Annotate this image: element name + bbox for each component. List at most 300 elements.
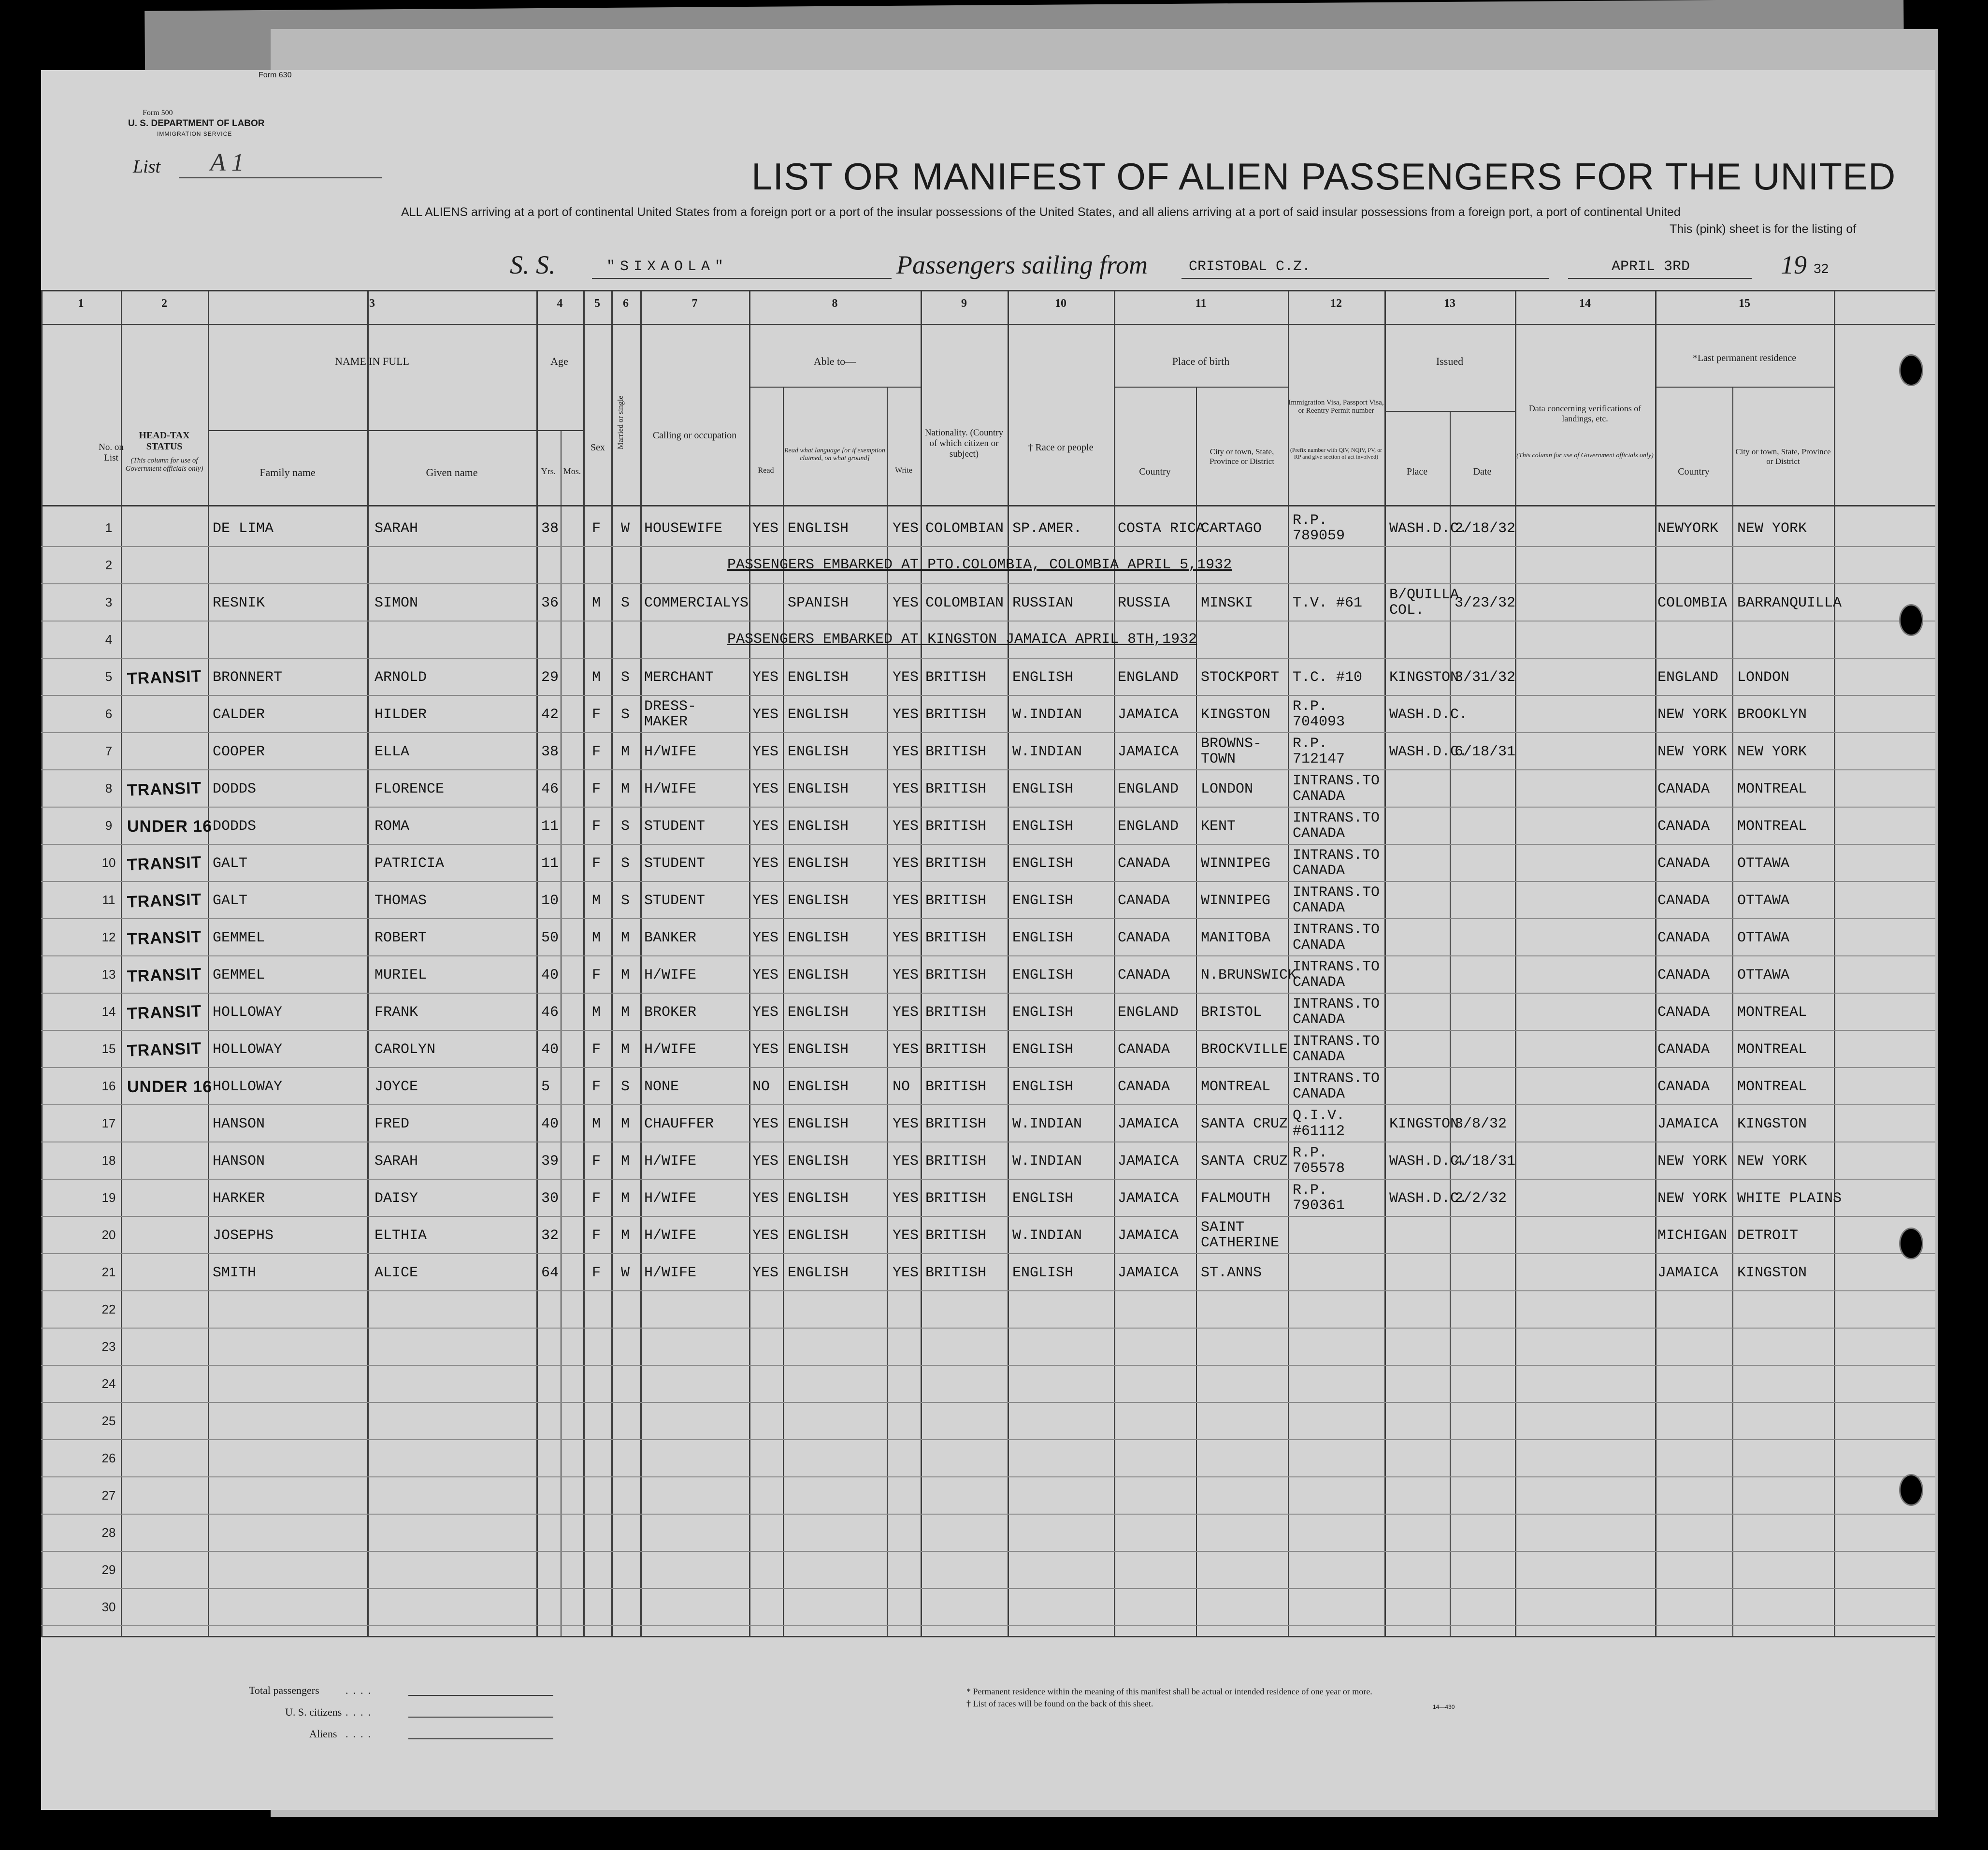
read-language: ENGLISH (788, 893, 849, 909)
occupation: BANKER (644, 930, 697, 946)
header-last-residence: *Last permanent residence (1692, 353, 1797, 363)
table-row (41, 621, 1935, 659)
table-row (41, 1068, 1935, 1105)
can-read: YES (752, 744, 779, 760)
read-language: ENGLISH (788, 669, 849, 686)
occupation: H/WIFE (644, 1228, 697, 1244)
given-name: ARNOLD (375, 669, 427, 686)
age: 5 (541, 1079, 550, 1095)
issued-place: KINGSTON (1389, 669, 1459, 686)
visa-number: INTRANS.TO CANADA (1293, 996, 1380, 1028)
marital-status: M (621, 967, 630, 983)
residence-country: COLOMBIA (1657, 595, 1728, 611)
age: 40 (541, 1116, 559, 1132)
family-name: DODDS (213, 781, 257, 797)
column-number: 3 (369, 297, 375, 310)
row-number: 26 (101, 1451, 116, 1465)
row-number: 6 (105, 707, 113, 721)
issued-place: WASH.D.C. (1389, 1190, 1468, 1207)
race: ENGLISH (1012, 967, 1074, 983)
head-tax-status-stamp: TRANSIT (127, 853, 202, 874)
given-name: THOMAS (375, 893, 427, 909)
marital-status: M (621, 1190, 630, 1207)
row-line (41, 1625, 1935, 1626)
can-write: YES (893, 1153, 919, 1170)
nationality: BRITISH (925, 1079, 987, 1095)
marital-status: S (621, 1079, 630, 1095)
can-write: YES (893, 1041, 919, 1058)
birth-country: JAMAICA (1118, 1190, 1179, 1207)
form-number: Form 500 (143, 109, 173, 117)
instruction-line-1: ALL ALIENS arriving at a port of continental United States from a foreign port or a port of the insular possessions of the United States, and all aliens arriving at a port of said insular possessions from a foreign port, a port of continental United (401, 205, 1681, 219)
row-number: 9 (105, 818, 113, 833)
sex: M (592, 893, 601, 909)
column-number: 14 (1579, 297, 1591, 310)
family-name: HOLLOWAY (213, 1004, 283, 1021)
residence-country: NEW YORK (1657, 1190, 1728, 1207)
header-write: Write (895, 466, 912, 475)
year-prefix: 19 (1781, 250, 1807, 279)
sex: F (592, 1228, 601, 1244)
nationality: BRITISH (925, 855, 987, 872)
race: ENGLISH (1012, 818, 1074, 835)
header-issued-place: Place (1406, 466, 1428, 477)
given-name: SARAH (375, 520, 418, 537)
can-read: YES (752, 967, 779, 983)
race: W.INDIAN (1012, 1228, 1082, 1244)
race: ENGLISH (1012, 1265, 1074, 1281)
nationality: BRITISH (925, 1228, 987, 1244)
table-row (41, 808, 1935, 845)
read-language: ENGLISH (788, 967, 849, 983)
read-language: ENGLISH (788, 707, 849, 723)
race: W.INDIAN (1012, 744, 1082, 760)
issued-date: 6/18/31 (1455, 744, 1516, 760)
can-read: YES (752, 1228, 779, 1244)
race: ENGLISH (1012, 669, 1074, 686)
subheader-line-age (536, 430, 583, 431)
header-visa-note: (Prefix number with QIV, NQIV, PV, or RP and give section of act involved) (1290, 447, 1383, 460)
visa-number: R.P. 712147 (1293, 736, 1345, 767)
birth-city: MONTREAL (1201, 1079, 1271, 1095)
issued-place: B/QUILLA COL. (1389, 587, 1459, 619)
residence-city: KINGSTON (1737, 1265, 1807, 1281)
header-verification: Data concerning verifications of landings, etc. (1528, 404, 1642, 423)
residence-country: NEW YORK (1657, 744, 1728, 760)
header-issued-date: Date (1473, 466, 1492, 477)
header-race: † Race or people (1028, 442, 1094, 453)
header-mos: Mos. (563, 466, 581, 476)
column-number: 11 (1195, 297, 1207, 310)
table-row (41, 1254, 1935, 1291)
can-write: YES (893, 669, 919, 686)
nationality: BRITISH (925, 818, 987, 835)
birth-city: SAINT CATHERINE (1201, 1219, 1280, 1251)
nationality: BRITISH (925, 1004, 987, 1021)
residence-country: JAMAICA (1657, 1265, 1719, 1281)
occupation: H/WIFE (644, 1041, 697, 1058)
race: ENGLISH (1012, 781, 1074, 797)
birth-country: JAMAICA (1118, 707, 1179, 723)
nationality: BRITISH (925, 1265, 987, 1281)
issued-date: 2/18/32 (1455, 520, 1516, 537)
residence-country: CANADA (1657, 893, 1710, 909)
can-write: YES (893, 930, 919, 946)
given-name: ELLA (375, 744, 410, 760)
row-number: 30 (101, 1600, 116, 1614)
given-name: CAROLYN (375, 1041, 436, 1058)
table-row (41, 1589, 1935, 1626)
sex: F (592, 1079, 601, 1095)
manifest-table (41, 70, 1935, 1810)
marital-status: M (621, 1041, 630, 1058)
table-row (41, 1477, 1935, 1515)
family-name: COOPER (213, 744, 265, 760)
visa-number: Q.I.V. #61112 (1293, 1108, 1345, 1140)
header-res-city: City or town, State, Province or District (1735, 447, 1831, 466)
occupation: HOUSEWIFE (644, 520, 723, 537)
sex: F (592, 855, 601, 872)
row-number: 7 (105, 744, 113, 758)
table-row (41, 994, 1935, 1031)
visa-number: INTRANS.TO CANADA (1293, 959, 1380, 991)
read-language: ENGLISH (788, 1265, 849, 1281)
table-row (41, 659, 1935, 696)
visa-number: R.P. 789059 (1293, 512, 1345, 544)
residence-city: MONTREAL (1737, 818, 1807, 835)
residence-country: CANADA (1657, 930, 1710, 946)
form-number-top: Form 630 (259, 71, 292, 79)
marital-status: M (621, 1153, 630, 1170)
sex: F (592, 1041, 601, 1058)
marital-status: S (621, 893, 630, 909)
can-write: YES (893, 520, 919, 537)
residence-city: OTTAWA (1737, 967, 1790, 983)
family-name: GEMMEL (213, 967, 265, 983)
subheader-line-birth (1114, 387, 1288, 388)
row-number: 13 (101, 967, 116, 982)
family-name: JOSEPHS (213, 1228, 274, 1244)
family-name: DE LIMA (213, 520, 274, 537)
row-number: 8 (105, 781, 113, 795)
read-language: ENGLISH (788, 1041, 849, 1058)
header-calling: Calling or occupation (652, 430, 737, 441)
total-passengers-line (408, 1695, 553, 1696)
residence-city: OTTAWA (1737, 893, 1790, 909)
marital-status: S (621, 707, 630, 723)
sex: M (592, 1004, 601, 1021)
family-name: GEMMEL (213, 930, 265, 946)
can-read: YES (752, 1190, 779, 1207)
birth-country: ENGLAND (1118, 669, 1179, 686)
birth-city: N.BRUNSWICK (1201, 967, 1297, 983)
given-name: JOYCE (375, 1079, 418, 1095)
row-number: 15 (101, 1041, 116, 1056)
header-married: Married or single (616, 395, 625, 449)
family-name: GALT (213, 893, 248, 909)
table-top-border (41, 290, 1935, 291)
age: 30 (541, 1190, 559, 1207)
footnote-residence: * Permanent residence within the meaning of this manifest shall be actual or intended residence of one year or more. (966, 1687, 1372, 1696)
row-number: 27 (101, 1488, 116, 1503)
given-name: FLORENCE (375, 781, 445, 797)
birth-city: SANTA CRUZ (1201, 1116, 1288, 1132)
birth-country: CANADA (1118, 855, 1170, 872)
issued-place: WASH.D.C. (1389, 520, 1468, 537)
nationality: BRITISH (925, 1190, 987, 1207)
table-row (41, 584, 1935, 621)
table-row (41, 1403, 1935, 1440)
can-read: NO (752, 1079, 770, 1095)
occupation: H/WIFE (644, 1190, 697, 1207)
read-language: ENGLISH (788, 1190, 849, 1207)
table-row (41, 1217, 1935, 1254)
occupation: H/WIFE (644, 1265, 697, 1281)
aliens-line (408, 1738, 553, 1739)
row-number: 14 (101, 1004, 116, 1019)
header-yrs: Yrs. (541, 466, 556, 476)
table-row (41, 1440, 1935, 1477)
race: ENGLISH (1012, 1004, 1074, 1021)
read-language: ENGLISH (788, 781, 849, 797)
read-language: ENGLISH (788, 1228, 849, 1244)
marital-status: M (621, 1004, 630, 1021)
birth-city: CARTAGO (1201, 520, 1262, 537)
can-read: YES (752, 855, 779, 872)
year-suffix: 32 (1814, 261, 1829, 276)
row-number: 18 (101, 1153, 116, 1168)
residence-city: BARRANQUILLA (1737, 595, 1842, 611)
us-citizens-label: U. S. citizens (285, 1706, 342, 1718)
birth-country: CANADA (1118, 1079, 1170, 1095)
row-number: 25 (101, 1414, 116, 1428)
residence-city: MONTREAL (1737, 1041, 1807, 1058)
sex: F (592, 707, 601, 723)
residence-country: CANADA (1657, 1041, 1710, 1058)
marital-status: W (621, 520, 630, 537)
age: 64 (541, 1265, 559, 1281)
residence-country: NEW YORK (1657, 1153, 1728, 1170)
race: ENGLISH (1012, 930, 1074, 946)
can-write: NO (893, 1079, 910, 1095)
row-number: 19 (101, 1190, 116, 1205)
residence-city: WHITE PLAINS (1737, 1190, 1842, 1207)
header-verification-note: (This column for use of Government officials only) (1516, 452, 1654, 459)
marital-status: S (621, 595, 630, 611)
issued-place: WASH.D.C. (1389, 707, 1468, 723)
family-name: HANSON (213, 1116, 265, 1132)
visa-number: T.C. #10 (1293, 669, 1363, 686)
issued-date: 3/8/32 (1455, 1116, 1507, 1132)
visa-number: INTRANS.TO CANADA (1293, 1070, 1380, 1102)
sex: F (592, 1265, 601, 1281)
marital-status: M (621, 930, 630, 946)
given-name: DAISY (375, 1190, 418, 1207)
nationality: BRITISH (925, 1041, 987, 1058)
can-write: YES (893, 893, 919, 909)
header-no-on-list: No. on List (99, 442, 124, 463)
occupation: H/WIFE (644, 781, 697, 797)
row-number: 21 (101, 1265, 116, 1279)
age: 36 (541, 595, 559, 611)
family-name: HOLLOWAY (213, 1079, 283, 1095)
list-value: A 1 (210, 149, 244, 176)
marital-status: S (621, 818, 630, 835)
issued-date: 3/31/32 (1455, 669, 1516, 686)
embarkation-note: PASSENGERS EMBARKED AT PTO.COLOMBIA, COLOMBIA APRIL 5,1932 (727, 557, 1232, 573)
head-tax-status-stamp: UNDER 16 (127, 817, 213, 836)
table-row (41, 1515, 1935, 1552)
birth-city: BROCKVILLE (1201, 1041, 1288, 1058)
table-row (41, 547, 1935, 584)
visa-number: INTRANS.TO CANADA (1293, 810, 1380, 842)
header-res-country: Country (1678, 466, 1710, 477)
can-read: YES (752, 818, 779, 835)
race: ENGLISH (1012, 893, 1074, 909)
issued-place: WASH.D.C. (1389, 1153, 1468, 1170)
birth-country: ENGLAND (1118, 818, 1179, 835)
nationality: BRITISH (925, 707, 987, 723)
subheader-line-name (208, 430, 582, 431)
nationality: COLOMBIAN (925, 520, 1004, 537)
read-language: ENGLISH (788, 1153, 849, 1170)
visa-number: R.P. 790361 (1293, 1182, 1345, 1214)
family-name: HOLLOWAY (213, 1041, 283, 1058)
age: 38 (541, 520, 559, 537)
given-name: HILDER (375, 707, 427, 723)
total-passengers-dots: .... (346, 1684, 375, 1696)
sex: M (592, 1116, 601, 1132)
total-passengers-label: Total passengers (249, 1684, 319, 1696)
issued-date: 4/18/31 (1455, 1153, 1516, 1170)
header-birth-country: Country (1139, 466, 1171, 477)
residence-country: ENGLAND (1657, 669, 1719, 686)
read-language: ENGLISH (788, 1004, 849, 1021)
can-read: YES (752, 781, 779, 797)
residence-country: CANADA (1657, 1079, 1710, 1095)
nationality: COLOMBIAN (925, 595, 1004, 611)
read-language: SPANISH (788, 595, 849, 611)
header-head-tax: HEAD-TAX STATUS (139, 430, 190, 452)
occupation: NONE (644, 1079, 679, 1095)
row-number: 3 (105, 595, 113, 609)
visa-number: INTRANS.TO CANADA (1293, 884, 1380, 916)
header-visa: Immigration Visa, Passport Visa, or Reentry Permit number (1288, 399, 1384, 415)
row-number: 10 (101, 855, 116, 870)
birth-city: SANTA CRUZ (1201, 1153, 1288, 1170)
head-tax-status-stamp: TRANSIT (127, 667, 202, 688)
can-write: YES (893, 1228, 919, 1244)
given-name: FRED (375, 1116, 410, 1132)
marital-status: M (621, 781, 630, 797)
can-read: YES (752, 930, 779, 946)
read-language: ENGLISH (788, 855, 849, 872)
visa-number: T.V. #61 (1293, 595, 1363, 611)
list-label: List (133, 157, 161, 177)
family-name: BRONNERT (213, 669, 283, 686)
can-write: YES (893, 855, 919, 872)
header-given-name: Given name (426, 466, 478, 478)
residence-city: NEW YORK (1737, 744, 1807, 760)
birth-country: CANADA (1118, 893, 1170, 909)
binder-hole (1899, 1228, 1923, 1259)
column-number: 8 (832, 297, 838, 310)
head-tax-status-stamp: TRANSIT (127, 779, 202, 800)
family-name: DODDS (213, 818, 257, 835)
race: W.INDIAN (1012, 1153, 1082, 1170)
age: 40 (541, 967, 559, 983)
given-name: FRANK (375, 1004, 418, 1021)
residence-city: NEW YORK (1737, 520, 1807, 537)
row-number: 4 (105, 632, 113, 647)
table-row (41, 510, 1935, 547)
sailing-label: Passengers sailing from (896, 250, 1148, 279)
birth-city: KENT (1201, 818, 1236, 835)
head-tax-status-stamp: TRANSIT (127, 927, 202, 949)
header-issued: Issued (1436, 355, 1464, 367)
visa-number: INTRANS.TO CANADA (1293, 1033, 1380, 1065)
column-number: 4 (557, 297, 563, 310)
given-name: ROMA (375, 818, 410, 835)
race: ENGLISH (1012, 855, 1074, 872)
can-write: YES (893, 744, 919, 760)
residence-city: KINGSTON (1737, 1116, 1807, 1132)
header-family-name: Family name (259, 466, 316, 478)
birth-city: LONDON (1201, 781, 1253, 797)
row-number: 12 (101, 930, 116, 944)
header-nationality: Nationality. (Country of which citizen or subject) (924, 428, 1004, 459)
can-write: YES (893, 1265, 919, 1281)
read-language: ENGLISH (788, 744, 849, 760)
read-language: ENGLISH (788, 818, 849, 835)
head-tax-status-stamp: TRANSIT (127, 890, 202, 911)
column-number: 2 (161, 297, 167, 310)
head-tax-status-stamp: TRANSIT (127, 1002, 202, 1023)
residence-country: NEWYORK (1657, 520, 1719, 537)
row-number: 2 (105, 558, 113, 572)
given-name: ROBERT (375, 930, 427, 946)
occupation: BROKER (644, 1004, 697, 1021)
issued-place: WASH.D.C. (1389, 744, 1468, 760)
sex: M (592, 669, 601, 686)
sex: F (592, 744, 601, 760)
race: SP.AMER. (1012, 520, 1082, 537)
can-write: YES (893, 1190, 919, 1207)
page-title: LIST OR MANIFEST OF ALIEN PASSENGERS FOR THE UNITED (751, 155, 1896, 198)
birth-city: BROWNS- TOWN (1201, 736, 1262, 767)
header-age: Age (550, 355, 568, 367)
birth-country: JAMAICA (1118, 1265, 1179, 1281)
marital-status: M (621, 744, 630, 760)
birth-city: STOCKPORT (1201, 669, 1280, 686)
row-number: 23 (101, 1339, 116, 1354)
given-name: MURIEL (375, 967, 427, 983)
birth-country: JAMAICA (1118, 744, 1179, 760)
row-number: 5 (105, 669, 113, 684)
read-language: ENGLISH (788, 930, 849, 946)
row-number: 20 (101, 1228, 116, 1242)
head-tax-status-stamp: TRANSIT (127, 965, 202, 986)
nationality: BRITISH (925, 1153, 987, 1170)
sex: F (592, 1190, 601, 1207)
subheader-line-residence (1655, 387, 1834, 388)
head-tax-status-stamp: UNDER 16 (127, 1078, 213, 1096)
given-name: SARAH (375, 1153, 418, 1170)
birth-country: RUSSIA (1118, 595, 1170, 611)
family-name: SMITH (213, 1265, 257, 1281)
residence-country: MICHIGAN (1657, 1228, 1728, 1244)
residence-city: DETROIT (1737, 1228, 1799, 1244)
